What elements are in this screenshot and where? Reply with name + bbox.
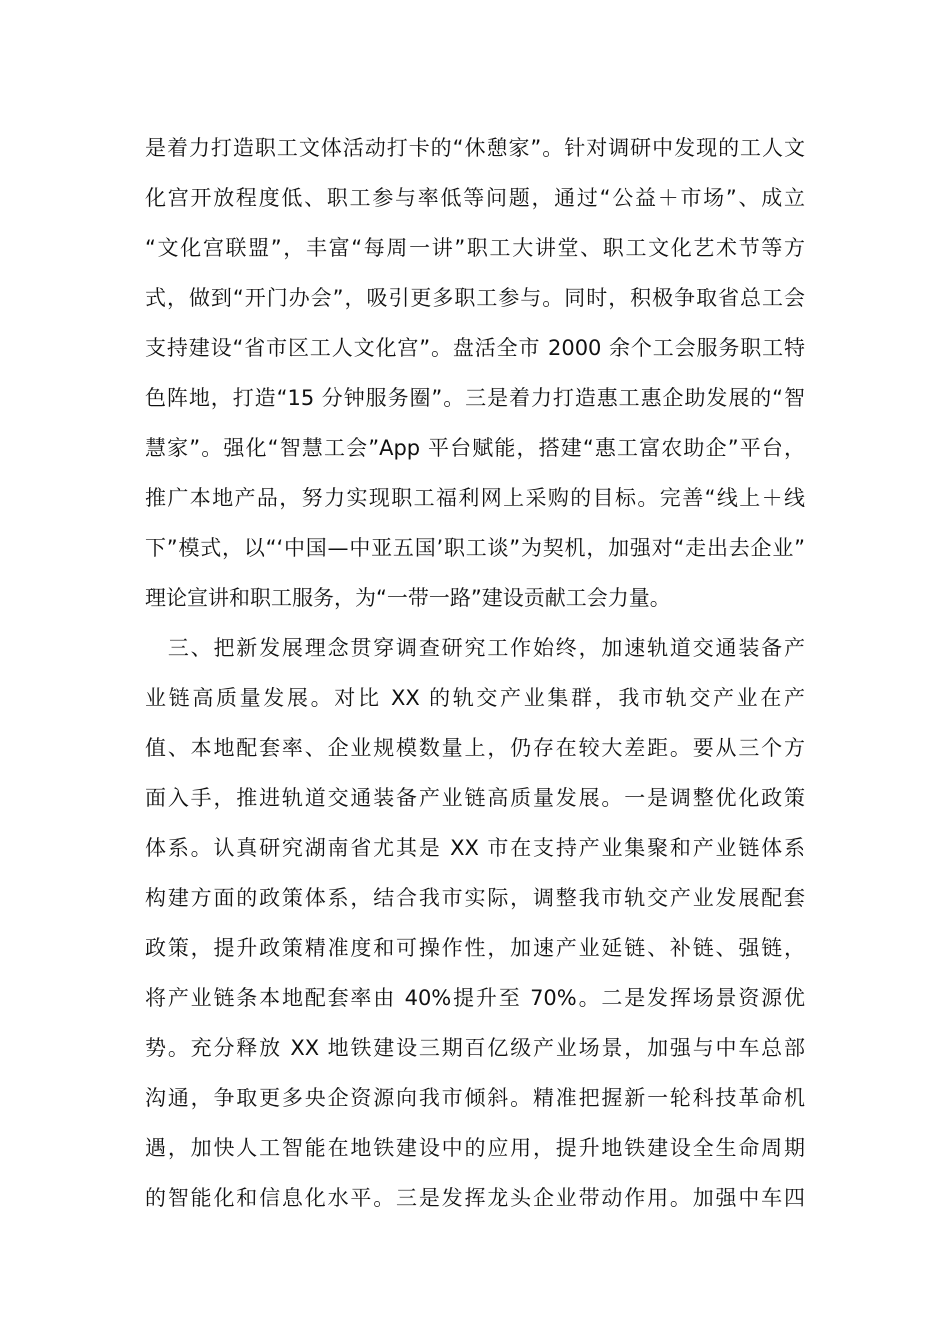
text-line: 的智能化和信息化水平。三是发挥龙头企业带动作用。加强中车四 — [145, 1186, 805, 1210]
text-line: “文化宫联盟”，丰富“每周一讲”职工大讲堂、职工文化艺术节等方 — [145, 236, 805, 260]
text-line: 沟通，争取更多央企资源向我市倾斜。精准把握新一轮科技革命机 — [145, 1086, 805, 1110]
text-line: 推广本地产品，努力实现职工福利网上采购的目标。完善“线上＋线 — [145, 486, 805, 510]
text-line: 色阵地，打造“15 分钟服务圈”。三是着力打造惠工惠企助发展的“智 — [145, 386, 805, 410]
text-line: 慧家”。强化“智慧工会”App 平台赋能，搭建“惠工富农助企”平台， — [145, 436, 805, 460]
text-line: 值、本地配套率、企业规模数量上，仍存在较大差距。要从三个方 — [145, 736, 805, 760]
text-line: 下”模式，以“‘中国—中亚五国’职工谈”为契机，加强对“走出去企业” — [145, 536, 805, 560]
text-line: 遇，加快人工智能在地铁建设中的应用，提升地铁建设全生命周期 — [145, 1136, 805, 1160]
text-line: 构建方面的政策体系，结合我市实际，调整我市轨交产业发展配套 — [145, 886, 805, 910]
text-line: 面入手，推进轨道交通装备产业链高质量发展。一是调整优化政策 — [145, 786, 805, 810]
text-line: 支持建设“省市区工人文化宫”。盘活全市 2000 余个工会服务职工特 — [145, 336, 805, 360]
text-line: 化宫开放程度低、职工参与率低等问题，通过“公益＋市场”、成立 — [145, 186, 805, 210]
text-line: 三、把新发展理念贯穿调查研究工作始终，加速轨道交通装备产 — [145, 636, 805, 660]
text-line: 理论宣讲和职工服务，为“一带一路”建设贡献工会力量。 — [145, 586, 671, 610]
text-line: 是着力打造职工文体活动打卡的“休憩家”。针对调研中发现的工人文 — [145, 136, 805, 160]
text-line: 体系。认真研究湖南省尤其是 XX 市在支持产业集聚和产业链体系 — [145, 836, 805, 860]
text-line: 式，做到“开门办会”，吸引更多职工参与。同时，积极争取省总工会 — [145, 286, 805, 310]
text-line: 势。充分释放 XX 地铁建设三期百亿级产业场景，加强与中车总部 — [145, 1036, 805, 1060]
text-line: 将产业链条本地配套率由 40%提升至 70%。二是发挥场景资源优 — [145, 986, 805, 1010]
text-line: 业链高质量发展。对比 XX 的轨交产业集群，我市轨交产业在产 — [145, 686, 805, 710]
text-line: 政策，提升政策精准度和可操作性，加速产业延链、补链、强链， — [145, 936, 805, 960]
